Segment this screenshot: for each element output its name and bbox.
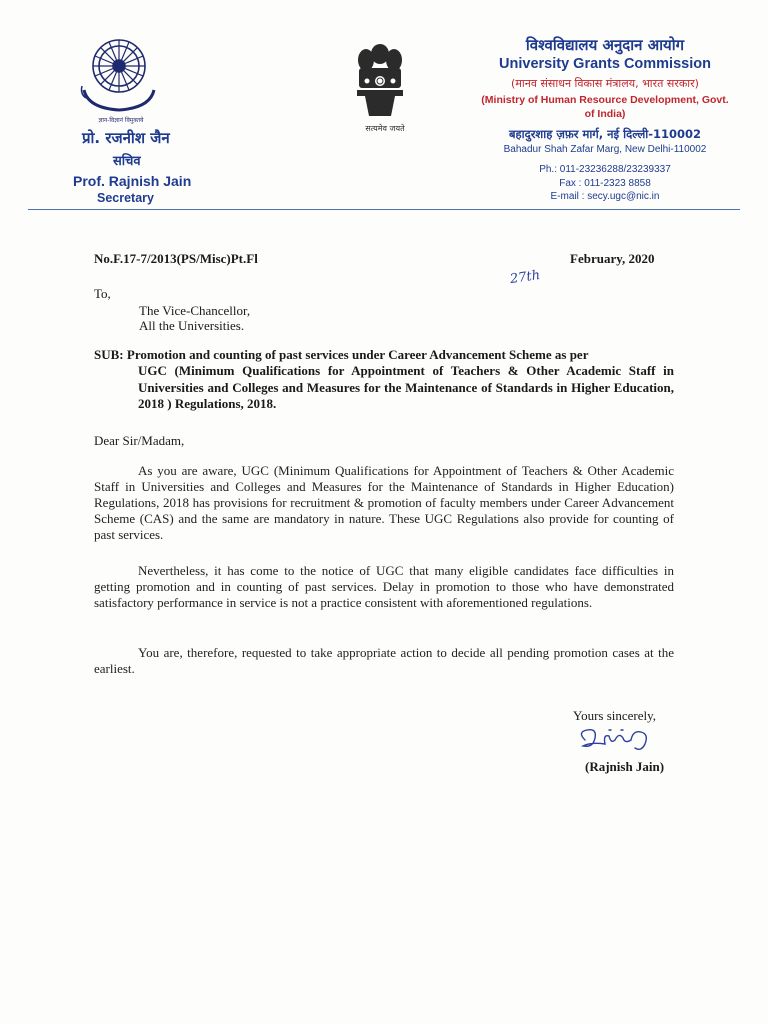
fax: Fax : 011-2323 8858: [559, 177, 651, 189]
addressee-line-1: The Vice-Chancellor,: [139, 303, 251, 318]
ministry-hindi: (मानव संसाधन विकास मंत्रालय, भारत सरकार): [511, 77, 699, 90]
addressee-line-2: All the Universities.: [139, 318, 245, 333]
paragraph-1: As you are aware, UGC (Minimum Qualifications for Appointment of Teachers & Other Academic Staff in Universities and Colleges and Measures for the Maintenance of Standards in Higher Education) Regulations, 2018 has provisions for recruitment & promotion of faculty members under Career Advancement Scheme (CAS) and the same are mandatory in nature. These UGC Regulations also provide for counting of past services.: [94, 463, 674, 542]
paragraph-2: Nevertheless, it has come to the notice of UGC that many eligible candidates face difficulties in getting promotion and in counting of past services. Delay in promotion to those who have demonstrated satisfactory performance in service is not a practice consistent with aforementioned regulations.: [94, 563, 674, 610]
national-emblem-icon: [351, 36, 409, 122]
address: Bahadur Shah Zafar Marg, New Delhi-110002: [503, 144, 707, 155]
secretary-title: Secretary: [97, 191, 154, 205]
ugc-logo-motto: ज्ञान-विज्ञानं विमुक्तये: [98, 117, 144, 124]
secretary-name: Prof. Rajnish Jain: [73, 173, 192, 189]
subject-line: [94, 347, 674, 364]
email[interactable]: E-mail : secy.ugc@nic.in: [550, 191, 660, 202]
letter-date: February, 2020: [570, 251, 655, 266]
paragraph-3: You are, therefore, requested to take appropriate action to decide all pending promotion cases at the earliest.: [94, 645, 674, 676]
org-name-hindi: विश्वविद्यालय अनुदान आयोग: [525, 36, 685, 54]
letterhead-divider: [28, 209, 740, 210]
address-hindi: बहादुरशाह ज़फ़र मार्ग, नई दिल्ली-110002: [508, 127, 702, 141]
ministry-name: (Ministry of Human Resource Development, Govt. of India): [481, 94, 729, 120]
subject-continuation: UGC (Minimum Qualifications for Appointment of Teachers & Other Academic Staff in Universities and Colleges and Measures for the Maintenance of Standards in Higher Education, 2018 ) Regulations, 2018.: [138, 363, 674, 411]
secretary-title-hindi: सचिव: [113, 154, 141, 169]
signer-name: (Rajnish Jain): [585, 759, 665, 774]
subject-label: SUB:: [94, 347, 124, 362]
ugc-logo-icon: [78, 28, 160, 118]
salutation: Dear Sir/Madam,: [94, 433, 185, 448]
reference-number: No.F.17-7/2013(PS/Misc)Pt.Fl: [94, 251, 258, 266]
organization-block: [475, 36, 735, 204]
subject-first-line: Promotion and counting of past services under Career Advancement Scheme as per: [126, 347, 589, 362]
phone: Ph.: 011-23236288/23239337: [539, 164, 671, 175]
secretary-name-hindi: प्रो. रजनीश जैन: [82, 129, 170, 147]
org-name: University Grants Commission: [499, 56, 711, 72]
signature-icon: [575, 722, 665, 756]
to-label: To,: [94, 286, 111, 301]
closing: Yours sincerely,: [573, 708, 657, 723]
handwritten-date: 27th: [509, 267, 542, 288]
emblem-motto: सत्यमेव जयते: [365, 124, 405, 133]
